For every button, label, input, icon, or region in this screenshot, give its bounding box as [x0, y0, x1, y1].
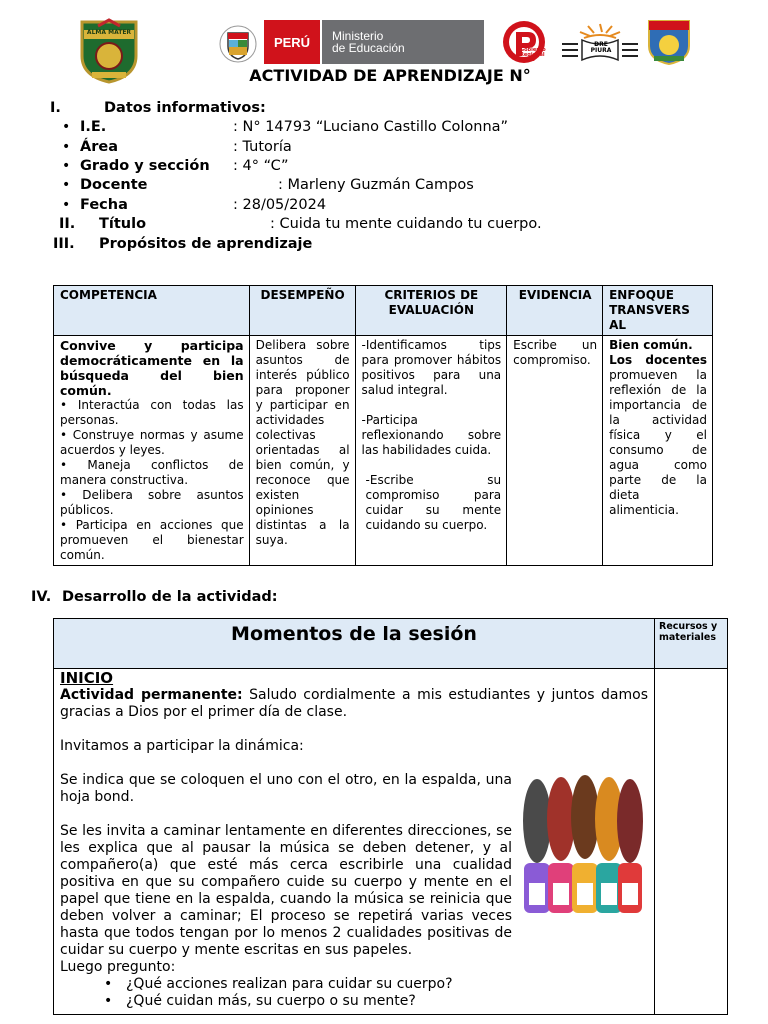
info-value: : 28/05/2024	[233, 197, 327, 213]
criterio-item: -Identificamos tips para promover hábitos positivos para una salud integral.	[361, 338, 502, 397]
question-text: ¿Qué acciones realizan para cuidar su cuerpo?	[126, 976, 453, 992]
paragraph: Invitamos a participar la dinámica:	[60, 738, 304, 754]
col-header-desempeno: DESEMPEÑO	[249, 286, 355, 336]
info-row-ie	[62, 119, 509, 135]
session-body	[54, 669, 655, 1015]
table-header-row	[54, 286, 713, 336]
info-value: : Marleny Guzmán Campos	[278, 177, 474, 193]
session-header-row	[54, 619, 728, 669]
list-item: • Participa en acciones que promueven el bienestar común.	[60, 518, 244, 562]
enfoque-bold: Los docentes	[609, 353, 707, 367]
bullet-icon: •	[62, 197, 71, 213]
info-label: I.E.	[80, 119, 107, 135]
table-row	[54, 336, 713, 566]
school-logo-text: ALMA MATER	[86, 29, 132, 36]
section-number-datos: I.	[50, 100, 61, 116]
info-label: Fecha	[80, 197, 128, 213]
competency-table	[53, 285, 713, 566]
cell-evidencia: Escribe un compromiso.	[507, 336, 603, 566]
ugel-shield-logo	[646, 18, 692, 66]
info-value: : N° 14793 “Luciano Castillo Colonna”	[233, 119, 509, 135]
list-item	[60, 993, 648, 1010]
bullet-icon: •	[62, 177, 71, 193]
desarrollo-label: Desarrollo de la actividad:	[62, 589, 278, 605]
info-label: Área	[80, 139, 118, 155]
document-title: ACTIVIDAD DE APRENDIZAJE N°	[249, 66, 531, 85]
info-label: Grado y sección	[80, 158, 210, 174]
cell-desempeno: Delibera sobre asuntos de interés público para proponer y participar en actividades colectivas orientadas al bien común, y reconoce que existen opiniones distintas a la suya.	[249, 336, 355, 566]
info-row-fecha	[62, 197, 327, 213]
cell-competencia	[54, 336, 250, 566]
list-item: • Interactúa con todas las personas.	[60, 398, 244, 427]
actividad-label: Actividad permanente:	[60, 687, 243, 703]
ministry-label: Ministerio de Educación	[322, 20, 484, 64]
bullet-icon: •	[62, 158, 71, 174]
section-number-desarrollo: IV.	[31, 589, 52, 605]
info-row-docente	[62, 177, 474, 193]
question-text: ¿Qué cuidan más, su cuerpo o su mente?	[126, 993, 416, 1009]
list-item: • Construye normas y asume acuerdos y leyes.	[60, 428, 244, 457]
session-header: Momentos de la sesión	[54, 619, 655, 669]
gobierno-regional-label: Gobierno Regional Piura	[520, 47, 546, 63]
titulo-label: Título	[99, 216, 147, 232]
col-header-enfoque: ENFOQUE TRANSVERS AL	[603, 286, 713, 336]
peru-label: PERÚ	[264, 20, 320, 64]
paragraph: Luego pregunto:	[60, 959, 176, 975]
cell-criterios	[355, 336, 507, 566]
cell-enfoque	[603, 336, 713, 566]
children-illustration	[522, 771, 644, 923]
resources-header: Recursos y materiales	[655, 619, 728, 669]
col-header-criterios: CRITERIOS DE EVALUACIÓN	[355, 286, 507, 336]
info-label: Docente	[80, 177, 148, 193]
criterio-item: -Participa reflexionando sobre las habilidades cuida.	[361, 413, 502, 457]
peru-shield-icon	[218, 24, 258, 64]
propositos-label: Propósitos de aprendizaje	[99, 236, 313, 252]
info-value: : Tutoría	[233, 139, 292, 155]
list-item: • Delibera sobre asuntos públicos.	[60, 488, 244, 517]
section-number-propositos: III.	[53, 236, 75, 252]
bullet-icon: •	[62, 139, 71, 155]
bullet-icon: •	[62, 119, 71, 135]
bullet-icon: •	[104, 993, 113, 1009]
info-row-grado	[62, 158, 289, 174]
criterio-item: -Escribe su compromiso para cuidar su mente cuidando su cuerpo.	[365, 473, 502, 532]
inicio-heading: INICIO	[60, 669, 114, 687]
resources-cell	[655, 669, 728, 1015]
info-row-area	[62, 139, 292, 155]
session-body-row	[54, 669, 728, 1015]
col-header-competencia: COMPETENCIA	[54, 286, 250, 336]
actividad-text: Saludo cordialmente a mis estudiantes y juntos damos gracias a Dios por el primer día de clase.	[60, 687, 648, 720]
section-title-datos: Datos informativos:	[104, 100, 266, 116]
competencia-title: Convive y participa democráticamente en la búsqueda del bien común.	[60, 338, 244, 398]
session-table	[53, 618, 728, 1015]
list-item	[60, 976, 648, 993]
list-item: • Maneja conflictos de manera constructiva.	[60, 458, 244, 487]
dre-label: DRE PIURA	[590, 41, 612, 54]
bullet-icon: •	[104, 976, 113, 992]
enfoque-title: Bien común.	[609, 338, 693, 352]
info-value: : 4° “C”	[233, 158, 289, 174]
titulo-value: : Cuida tu mente cuidando tu cuerpo.	[270, 216, 542, 232]
paragraph: Se les invita a caminar lentamente en diferentes direcciones, se les explica que al pausar la música se deben detener, y al compañero(a) que esté más cerca escribirle una cualidad positiva en que su compañero cuide su cuerpo y mente en el papel que tiene en la espalda, cuando la música se reinicia que deben volver a caminar; El proceso se repetirá varias veces hasta que todos tengan por lo menos 2 cualidades positivas de cuidar su cuerpo y mente escritas en sus papeles.	[60, 823, 512, 958]
enfoque-text: promueven la reflexión de la importancia de la actividad física y el consumo de agua como parte de la dieta alimenticia.	[609, 368, 707, 517]
paragraph: Se indica que se coloquen el uno con el otro, en la espalda, una hoja bond.	[60, 772, 512, 805]
section-number-titulo: II.	[59, 216, 76, 232]
col-header-evidencia: EVIDENCIA	[507, 286, 603, 336]
